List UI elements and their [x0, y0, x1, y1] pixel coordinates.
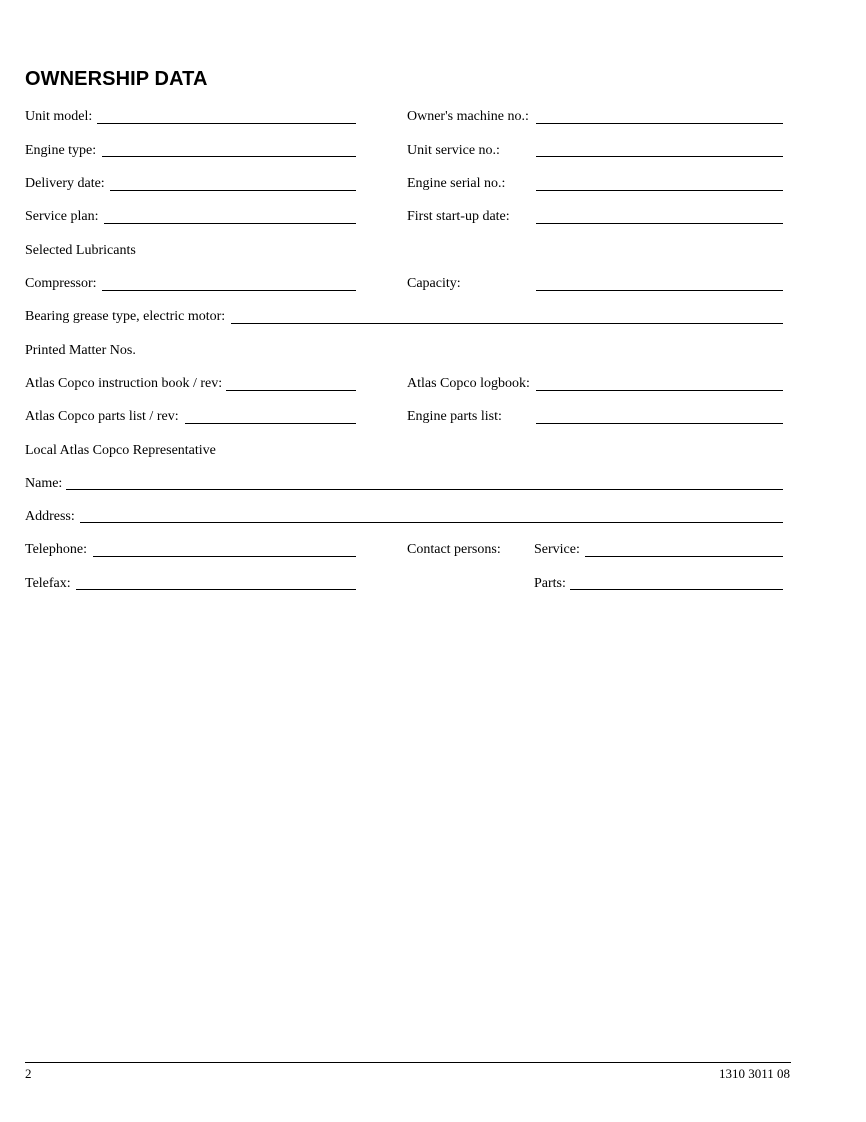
instruction-book-label: Atlas Copco instruction book / rev: [25, 376, 223, 391]
engine-type-field[interactable] [102, 156, 356, 157]
telephone-label: Telephone: [25, 542, 87, 557]
telefax-field[interactable] [76, 589, 356, 590]
name-label: Name: [25, 476, 63, 491]
printed-matter-heading: Printed Matter Nos. [25, 343, 136, 358]
logbook-field[interactable] [536, 390, 783, 391]
owners-machine-no-field[interactable] [536, 123, 783, 124]
page-number: 2 [25, 1066, 32, 1081]
telephone-field[interactable] [93, 556, 356, 557]
service-field[interactable] [585, 556, 783, 557]
parts-list-field[interactable] [185, 423, 356, 424]
address-field[interactable] [80, 522, 783, 523]
engine-parts-list-label: Engine parts list: [407, 409, 502, 424]
compressor-label: Compressor: [25, 276, 97, 291]
engine-parts-list-field[interactable] [536, 423, 783, 424]
instruction-book-field[interactable] [226, 390, 356, 391]
delivery-date-label: Delivery date: [25, 176, 105, 191]
bearing-grease-field[interactable] [231, 323, 783, 324]
capacity-label: Capacity: [407, 276, 461, 291]
contact-persons-label: Contact persons: [407, 542, 501, 557]
unit-service-no-label: Unit service no.: [407, 143, 500, 158]
service-plan-label: Service plan: [25, 209, 99, 224]
first-startup-date-field[interactable] [536, 223, 783, 224]
delivery-date-field[interactable] [110, 190, 356, 191]
selected-lubricants-heading: Selected Lubricants [25, 243, 136, 258]
telefax-label: Telefax: [25, 576, 71, 591]
service-plan-field[interactable] [104, 223, 356, 224]
parts-field[interactable] [570, 589, 783, 590]
owners-machine-no-label: Owner's machine no.: [407, 109, 529, 124]
parts-list-label: Atlas Copco parts list / rev: [25, 409, 179, 424]
compressor-field[interactable] [102, 290, 356, 291]
logbook-label: Atlas Copco logbook: [407, 376, 530, 391]
first-startup-date-label: First start-up date: [407, 209, 510, 224]
capacity-field[interactable] [536, 290, 783, 291]
parts-label: Parts: [534, 576, 566, 591]
unit-model-field[interactable] [97, 123, 356, 124]
name-field[interactable] [66, 489, 783, 490]
local-rep-heading: Local Atlas Copco Representative [25, 443, 216, 458]
page-title: OWNERSHIP DATA [25, 68, 208, 90]
address-label: Address: [25, 509, 75, 524]
unit-model-label: Unit model: [25, 109, 93, 124]
bearing-grease-label: Bearing grease type, electric motor: [25, 309, 226, 324]
engine-type-label: Engine type: [25, 143, 97, 158]
engine-serial-no-label: Engine serial no.: [407, 176, 506, 191]
service-label: Service: [534, 542, 580, 557]
unit-service-no-field[interactable] [536, 156, 783, 157]
engine-serial-no-field[interactable] [536, 190, 783, 191]
footer-rule [25, 1062, 791, 1063]
document-number: 1310 3011 08 [718, 1066, 790, 1081]
